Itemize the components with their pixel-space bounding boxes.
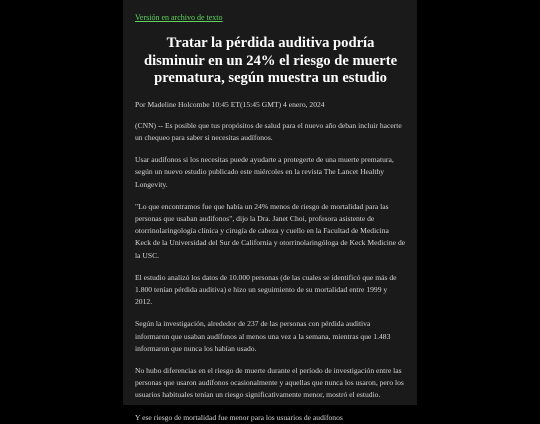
article-paragraph: Usar audífonos si los necesitas puede ayudarte a protegerte de una muerte prematura, según un nuevo estudio publicado este miércoles en la revista The Lancet Healthy Longevity. xyxy=(135,155,394,189)
article-column xyxy=(123,0,417,422)
article-body xyxy=(135,120,406,424)
article-paragraph: (CNN) -- Es posible que tus propósitos de salud para el nuevo año deban incluir hacerte un chequeo para saber si necesitas audífonos. xyxy=(135,120,402,142)
article-title: Tratar la pérdida auditiva podría disminuir en un 24% el riesgo de muerte prematura, según muestra un estudio xyxy=(143,35,398,87)
article-paragraph: Y ese riesgo de mortalidad fue menor para los usuarios de audífonos xyxy=(135,412,343,422)
article-byline: Por Madeline Holcombe 10:45 ET(15:45 GMT) 4 enero, 2024 xyxy=(135,99,325,109)
article-paragraph: Según la investigación, alrededor de 237 de las personas con pérdida auditiva informaron que usaban audífonos al menos una vez a la semana, mientras que 1.483 informaron que nunca los habían usado. xyxy=(135,319,391,353)
article-paragraph: El estudio analizó los datos de 10.000 personas (de las cuales se identificó que más de 1.800 tenían pérdida auditiva) e hizo un seguimiento de su mortalidad entre 1999 y 2012. xyxy=(135,272,397,307)
text-version-link[interactable]: Versión en archivo de texto xyxy=(135,13,223,22)
article-paragraph: No hubo diferencias en el riesgo de muerte durante el período de investigación entre las personas que usaron audífonos ocasionalmente y aquellas que nunca los usaron, pero los usuarios habituales tenían un riesgo significativamente menor, mostró el estudio. xyxy=(135,366,404,400)
article-paragraph: "Lo que encontramos fue que había un 24% menos de riesgo de mortalidad para las personas que usaban audífonos", dijo la Dra. Janet Choi, profesora asistente de otorrinolaringología clínica y cirugía de cabeza y cuello en la Facultad de Medicina Keck de la Universidad del Sur de California y otorrinolaringóloga de Keck Medicine de la USC. xyxy=(135,201,406,260)
